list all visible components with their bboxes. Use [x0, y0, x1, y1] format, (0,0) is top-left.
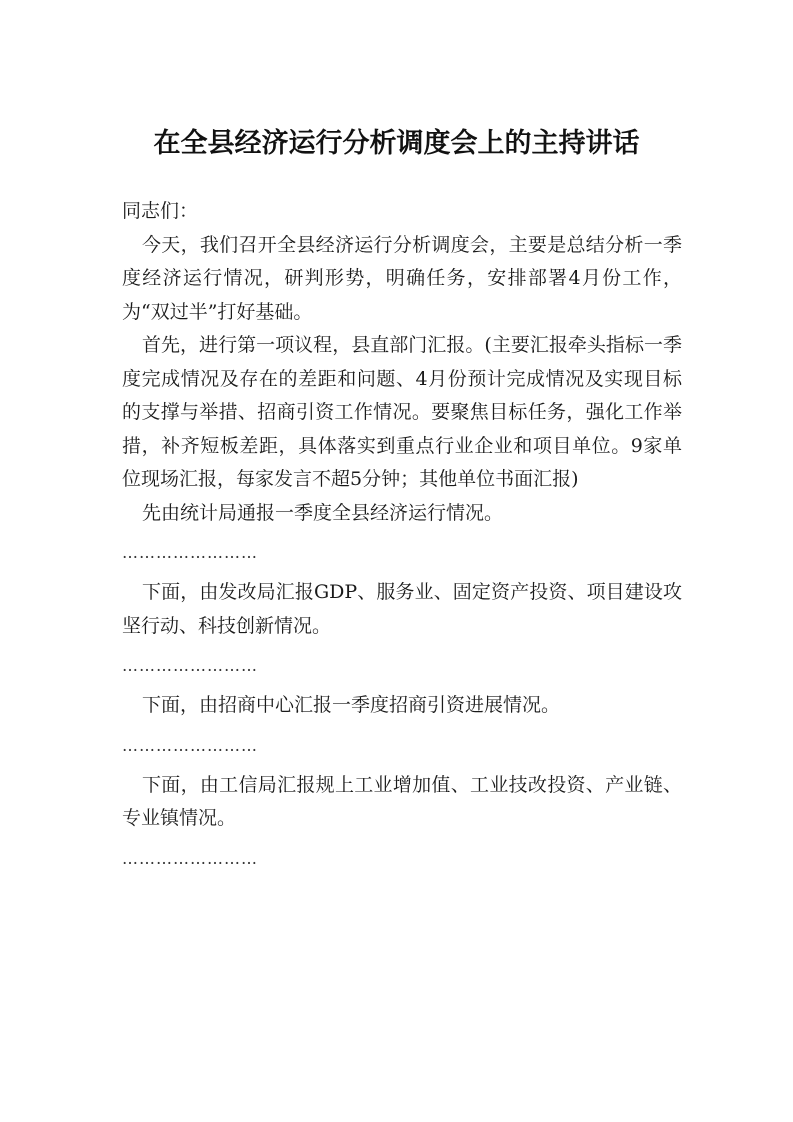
paragraph-statistics: 先由统计局通报一季度全县经济运行情况。	[142, 501, 504, 524]
ellipsis-divider: ……………………	[122, 848, 258, 868]
salutation: 同志们：	[122, 200, 199, 222]
document-title: 在全县经济运行分析调度会上的主持讲话	[153, 128, 640, 159]
paragraph-intro: 今天，我们召开全县经济运行分析调度会，主要是总结分析一季度经济运行情况，研判形势，明确任务，安排部署4月份工作，为“双过半”打好基础。	[122, 233, 682, 323]
ellipsis-divider: ……………………	[122, 656, 258, 675]
paragraph-industry: 下面，由工信局汇报规上工业增加值、工业技改投资、产业链、专业镇情况。	[122, 773, 682, 829]
paragraph-development: 下面，由发改局汇报GDP、服务业、固定资产投资、项目建设攻坚行动、科技创新情况。	[122, 581, 682, 637]
paragraph-investment: 下面，由招商中心汇报一季度招商引资进展情况。	[142, 694, 561, 716]
ellipsis-divider: ……………………	[122, 543, 258, 562]
ellipsis-divider: ……………………	[122, 735, 258, 755]
document-body	[122, 195, 682, 882]
paragraph-agenda: 首先，进行第一项议程，县直部门汇报。(主要汇报牵头指标一季度完成情况及存在的差距和问题、4月份预计完成情况及实现目标的支撑与举措、招商引资工作情况。要聚焦目标任务，强化工作举措，补齐短板差距，具体落实到重点行业企业和项目单位。9家单位现场汇报，每家发言不超5分钟；其他单位书面汇报)	[122, 334, 682, 490]
